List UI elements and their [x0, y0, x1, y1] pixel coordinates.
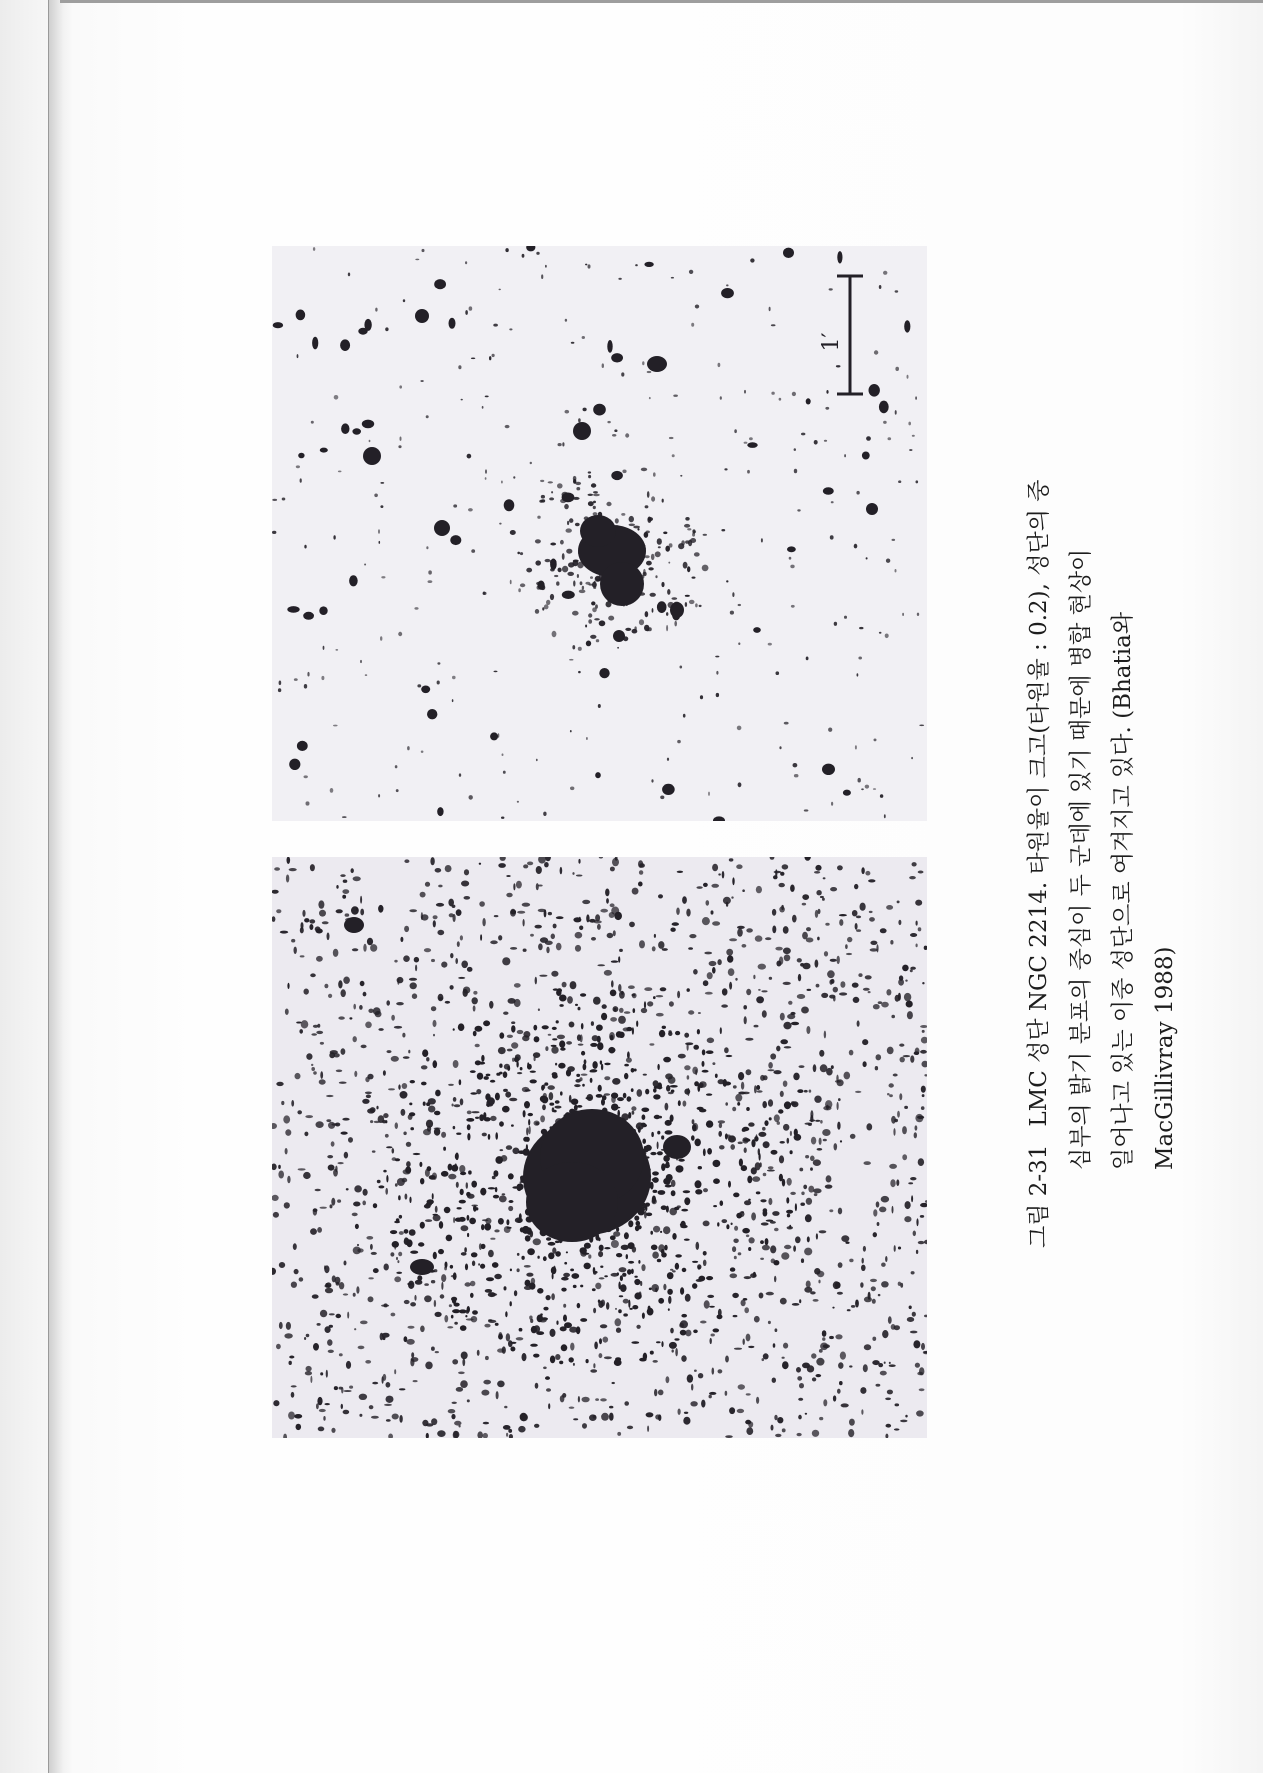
- caption-line-4: MacGillivray 1988): [1152, 946, 1178, 1170]
- caption-line-1: 그림 2-31LMC 성단 NGC 2214. 타원율이 크고(타원율 : 0.2), 성단의 중: [1026, 479, 1052, 1248]
- figure-label: 그림 2-31: [1026, 1144, 1052, 1248]
- scale-bar: [819, 276, 863, 394]
- caption-line-2: 심부의 밝기 분포의 중심이 두 군데에 있기 때문에 병합 현상이: [1068, 548, 1094, 1170]
- page-binding-edge: [48, 0, 73, 1773]
- caption-line-3: 일어나고 있는 이중 성단으로 여겨지고 있다. (Bhatia와: [1110, 611, 1136, 1170]
- page-top-edge: [60, 0, 1263, 3]
- scale-bar-label: 1′: [819, 332, 844, 352]
- figure-caption: [1018, 428, 1186, 1248]
- star-field-photo-dense: [272, 857, 927, 1438]
- star-field-photo-deep: [272, 246, 927, 821]
